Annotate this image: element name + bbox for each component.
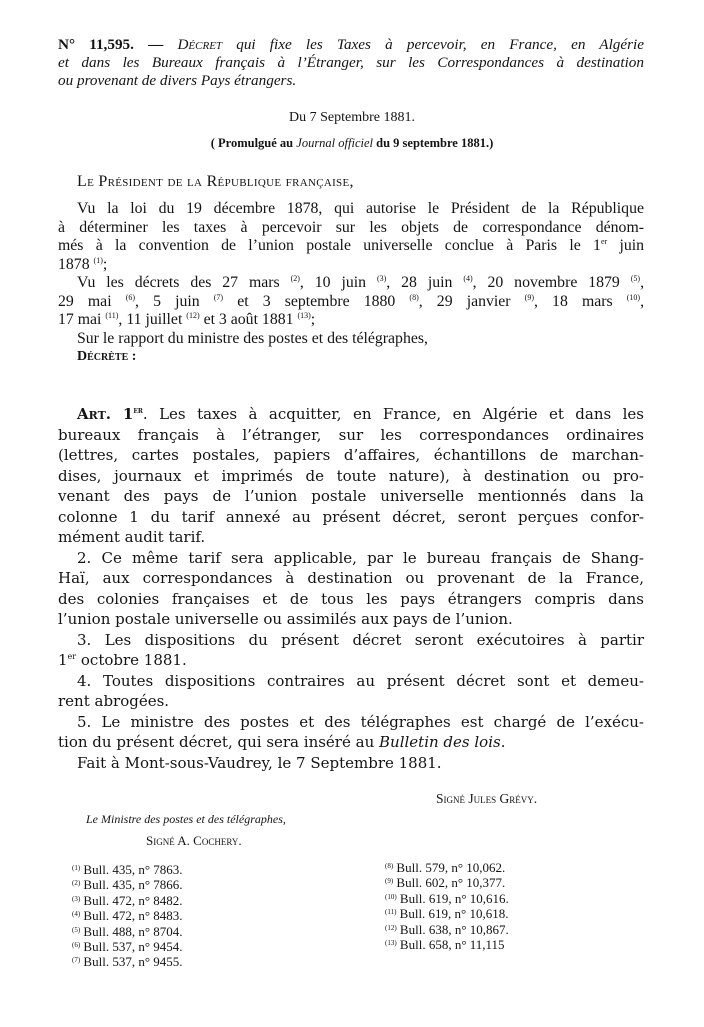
article-4-line-1: 4. Toutes dispositions contraires au présent décret sont et demeu- — [77, 671, 644, 690]
article-5-line-1: 5. Le ministre des postes et des télégraphes est chargé de l’exécu- — [77, 712, 644, 731]
minister-signature: Signé A. Cochery. — [146, 833, 242, 848]
article-4-line-2: rent abrogées. — [58, 692, 170, 710]
article-3-line-2: 1er octobre 1881. — [58, 651, 187, 669]
footnote-item: $^{(13)}$ Bull. 658, n° 11,115 — [385, 937, 505, 953]
vu-line-4: 1878 $^{(1)}$; — [58, 255, 108, 273]
president-heading: Le Président de la République française, — [77, 173, 354, 190]
article-1-line-5: venant des pays de l’union postale universelle mentionnés dans la — [58, 487, 644, 505]
footnotes-left — [72, 862, 183, 970]
footnote-item: $^{(8)}$ Bull. 579, n° 10,062. — [385, 860, 506, 875]
article-2-line-1: 2. Ce même tarif sera applicable, par le bureau français de Shang- — [77, 548, 644, 567]
footnote-item: $^{(7)}$ Bull. 537, n° 9455. — [72, 954, 183, 970]
article-1-line-4: dises, journaux et imprimés de toute nature), à destination ou pro- — [58, 466, 644, 485]
article-1-line-2: bureaux français à l’étranger, sur les correspondances ordinaires — [58, 425, 644, 444]
article-1-line-1: Art. 1er. Les taxes à acquitter, en France, en Algérie et dans les — [77, 405, 645, 423]
president-signature: Signé Jules Grévy. — [436, 791, 538, 806]
decree-title — [58, 36, 644, 90]
article-2-line-2: Haï, aux correspondances à destination ou provenant de la France, — [58, 569, 644, 587]
promulgation-note: ( Promulgué au Journal officiel du 9 septembre 1881.) — [210, 136, 494, 150]
footnotes-right — [385, 860, 509, 952]
decree-date: Du 7 Septembre 1881. — [289, 110, 415, 125]
footnote-item: $^{(10)}$ Bull. 619, n° 10,616. — [385, 890, 509, 906]
footnote-item: $^{(4)}$ Bull. 472, n° 8483. — [72, 908, 183, 924]
footnote-item: $^{(6)}$ Bull. 537, n° 9454. — [72, 939, 183, 955]
vu-line-1: Vu la loi du 19 décembre 1878, qui autorise le Président de la République — [77, 200, 644, 217]
title-text-1: qui fixe les Taxes à percevoir, en France, en Algérie — [236, 36, 645, 53]
article-1-line-7: mément audit tarif. — [58, 528, 206, 546]
footnote-item: $^{(12)}$ Bull. 638, n° 10,867. — [385, 921, 509, 937]
footnote-item: $^{(3)}$ Bull. 472, n° 8482. — [72, 892, 183, 908]
article-1-line-3: (lettres, cartes postales, papiers d’affaires, échantillons de marchan- — [58, 446, 644, 464]
article-1-line-6: colonne 1 du tarif annexé au présent décret, seront perçues confor- — [58, 507, 644, 526]
journal-name: Journal officiel — [296, 136, 373, 150]
title-line-3: ou provenant de divers Pays étrangers. — [58, 72, 297, 89]
footnote-item: $^{(5)}$ Bull. 488, n° 8704. — [72, 923, 183, 939]
article-5-line-2: tion du présent décret, qui sera inséré au Bulletin des lois. — [58, 733, 506, 751]
vu-line-5: Vu les décrets des 27 mars $^{(2)}$, 10 juin $^{(3)}$, 28 juin $^{(4)}$, 20 novembre 1879 $^{(5)}$, — [77, 274, 645, 291]
vu-line-7: 17 mai $^{(11)}$, 11 juillet $^{(12)}$ et 3 août 1881 $^{(13)}$; — [58, 311, 316, 328]
footnote-item: $^{(1)}$ Bull. 435, n° 7863. — [72, 862, 183, 877]
vu-line-3: més à la convention de l’union postale universelle conclue à Paris le 1er juin — [58, 237, 645, 254]
footnote-item: $^{(11)}$ Bull. 619, n° 10,618. — [385, 906, 509, 922]
articles-block — [58, 404, 644, 773]
footnote-item: $^{(9)}$ Bull. 602, n° 10,377. — [385, 875, 506, 891]
bulletin-des-lois: Bulletin des lois — [379, 733, 501, 751]
footnote-item: $^{(2)}$ Bull. 435, n° 7866. — [72, 877, 183, 893]
decrete-heading: Décrète : — [77, 349, 137, 364]
decree-word: Décret — [177, 36, 223, 53]
preamble-vu-block — [58, 200, 644, 367]
article-2-line-3: des colonies françaises et de tous les pays étrangers compris dans — [58, 589, 644, 608]
vu-line-6: 29 mai $^{(6)}$, 5 juin $^{(7)}$ et 3 septembre 1880 $^{(8)}$, 29 janvier $^{(9)}$, 18 mars $^{(10)}$, — [58, 292, 645, 310]
article-1-lead: Art. 1er — [77, 405, 143, 423]
rapport-line: Sur le rapport du ministre des postes et des télégraphes, — [77, 329, 428, 347]
fait-line: Fait à Mont-sous-Vaudrey, le 7 Septembre 1881. — [77, 753, 442, 772]
footnote-ref-1: (1) — [93, 255, 103, 265]
title-line-2: et dans les Bureaux français à l’Étranger, sur les Correspondances à destination — [58, 54, 644, 71]
article-3-line-1: 3. Les dispositions du présent décret seront exécutoires à partir — [77, 630, 644, 649]
article-2-line-4: l’union postale universelle ou assimilés aux pays de l’union. — [58, 610, 513, 628]
decree-number: N° 11,595. — — [58, 36, 164, 53]
title-line-1 — [58, 36, 644, 54]
minister-title: Le Ministre des postes et des télégraphes, — [86, 812, 286, 826]
vu-line-2: à déterminer les taxes à percevoir sur les objets de correspondance dénom- — [58, 218, 644, 236]
